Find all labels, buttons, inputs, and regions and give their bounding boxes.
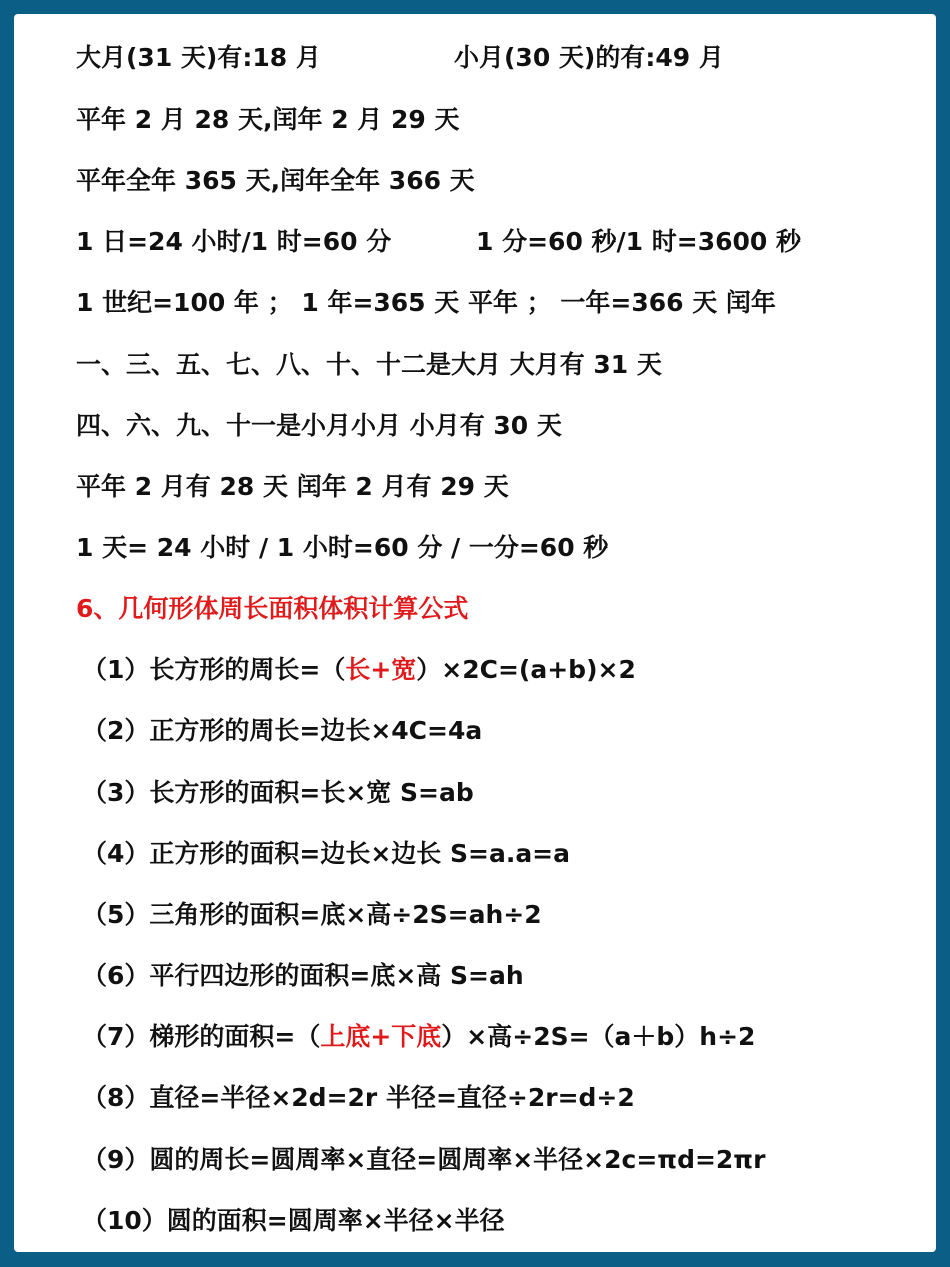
text-line-1b: 小月(30 天)的有:49 月 xyxy=(454,43,724,72)
formula-9: （9）圆的周长=圆周率×直径=圆周率×半径×2c=πd=2πr xyxy=(82,1145,766,1174)
text-line-7: 四、六、九、十一是小月小月 小月有 30 天 xyxy=(76,411,562,440)
section-heading: 6、几何形体周长面积体积计算公式 xyxy=(76,594,469,623)
formula-8: （8）直径=半径×2d=2r 半径=直径÷2r=d÷2 xyxy=(82,1083,635,1112)
formula-7-post: ）×高÷2S=（a＋b）h÷2 xyxy=(441,1022,756,1051)
text-line-4-right: 1 分=60 秒/1 时=3600 秒 xyxy=(476,227,802,256)
formula-1-post: ）×2C=(a+b)×2 xyxy=(416,655,636,684)
text-line-3: 平年全年 365 天,闰年全年 366 天 xyxy=(76,166,475,195)
formula-1-highlight: 长+宽 xyxy=(345,655,417,684)
text-line-9: 1 天= 24 小时 / 1 小时=60 分 / 一分=60 秒 xyxy=(76,533,609,562)
text-line-2: 平年 2 月 28 天,闰年 2 月 29 天 xyxy=(76,105,460,134)
formula-4: （4）正方形的面积=边长×边长 S=a.a=a xyxy=(82,839,571,868)
formula-10: （10）圆的面积=圆周率×半径×半径 xyxy=(82,1206,505,1235)
formula-2: （2）正方形的周长=边长×4C=4a xyxy=(82,716,483,745)
formula-7 xyxy=(82,1021,755,1053)
text-line-1 xyxy=(76,42,321,74)
formula-6: （6）平行四边形的面积=底×高 S=ah xyxy=(82,961,524,990)
text-line-4: 1 日=24 小时/1 时=60 分 xyxy=(76,227,392,256)
text-line-8: 平年 2 月有 28 天 闰年 2 月有 29 天 xyxy=(76,472,509,501)
formula-1 xyxy=(82,654,636,686)
text-line-1a: 大月(31 天)有:18 月 xyxy=(76,43,321,72)
text-line-5: 1 世纪=100 年 ； 1 年=365 天 平年 ； 一年=366 天 闰年 xyxy=(76,288,776,317)
text-line-1-right xyxy=(454,42,724,74)
text-line-6: 一、三、五、七、八、十、十二是大月 大月有 31 天 xyxy=(76,350,662,379)
formula-3: （3）长方形的面积=长×宽 S=ab xyxy=(82,778,474,807)
formula-7-pre: （7）梯形的面积=（ xyxy=(82,1022,321,1051)
formula-5: （5）三角形的面积=底×高÷2S=ah÷2 xyxy=(82,900,542,929)
document-page xyxy=(14,14,936,1252)
formula-7-highlight: 上底+下底 xyxy=(320,1022,442,1051)
formula-1-pre: （1）长方形的周长=（ xyxy=(82,655,346,684)
